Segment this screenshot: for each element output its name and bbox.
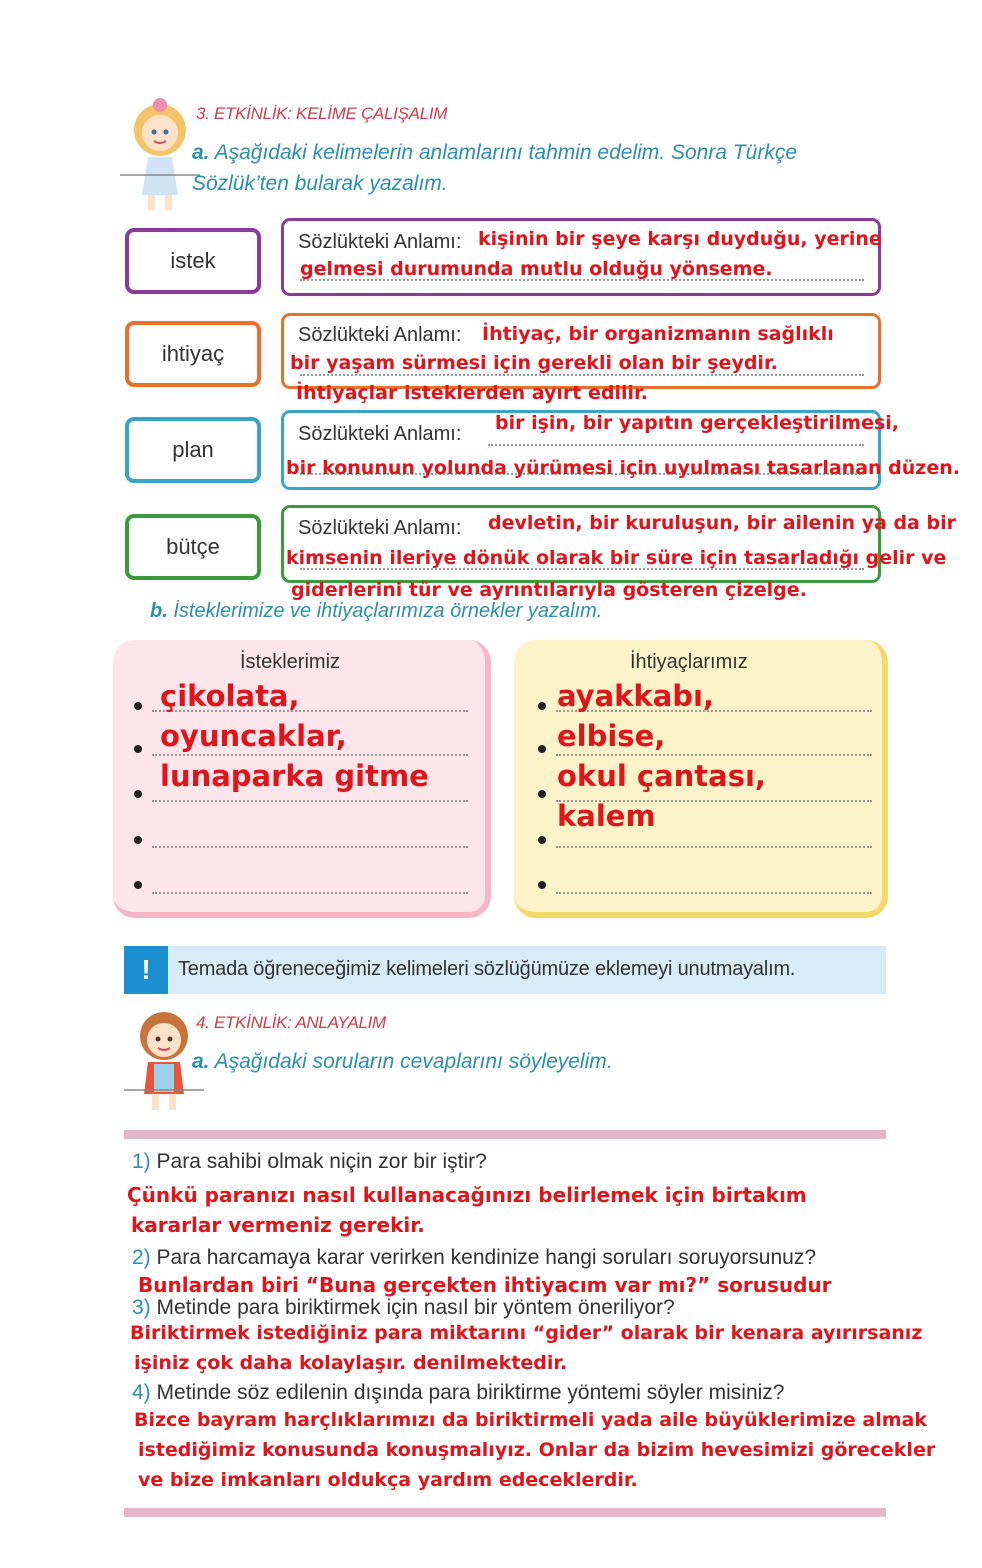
word-box-butce [125,514,261,580]
dotted-line [152,892,468,894]
need-item: elbise, [557,719,666,753]
definition-answer-line: kişinin bir şeye karşı duyduğu, yerine [478,228,882,250]
instruction-a-text: Aşağıdaki soruların cevaplarını söyleyelim. [214,1050,613,1073]
exclamation-mark: ! [141,954,151,985]
definition-label: Sözlükteki Anlamı: [298,324,462,346]
question-number: 3) [132,1296,151,1319]
question-text: Metinde söz edilenin dışında para biriktirme yöntemi söyler misiniz? [156,1381,785,1404]
definition-answer-line: bir yaşam sürmesi için gerekli olan bir şeydir. [290,352,778,374]
dotted-line [300,374,864,376]
word-box-istek [125,228,261,294]
part-a-letter: a. [192,141,210,164]
answer-line: işiniz çok daha kolaylaşır. denilmektedir. [134,1352,568,1374]
word-plan: plan [172,437,214,462]
dotted-line [556,754,872,756]
activity3-instruction-a [192,137,892,199]
need-item: ayakkabı, [557,679,715,713]
activity3-instruction-b [150,596,602,627]
wants-title: İsteklerimiz [240,651,341,673]
answer-line: Bizce bayram harçlıklarımızı da biriktirmeli yada aile büyüklerimize almak [134,1409,927,1431]
bullet [538,702,546,710]
question-text: Para harcamaya karar verirken kendinize hangi soruları soruyorsunuz? [156,1246,817,1269]
definition-answer-line: bir konunun yolunda yürümesi için uyulması tasarlanan düzen. [286,457,960,479]
dotted-line [152,846,468,848]
definition-answer-line: bir işin, bir yapıtın gerçekleştirilmesi, [495,412,900,434]
answer-line: ve bize imkanları oldukça yardım edeceklerdir. [138,1469,638,1491]
question-number: 4) [132,1381,151,1404]
dotted-line [152,754,468,756]
definition-label: Sözlükteki Anlamı: [298,231,462,253]
bullet [538,745,546,753]
answer-3 [130,1318,922,1378]
answer-4 [134,1405,935,1495]
dotted-line [556,892,872,894]
word-ihtiyac: ihtiyaç [161,341,225,366]
answer-1 [127,1180,807,1240]
question-text: Metinde para biriktirmek için nasıl bir yöntem öneriliyor? [156,1296,675,1319]
bullet [538,790,546,798]
definition-answer-line: giderlerini tür ve ayrıntılarıyla gösteren çizelge. [291,579,807,601]
answer-line: Bunlardan biri “Buna gerçekten ihtiyacım var mı?” sorusudur [138,1273,832,1297]
word-istek: istek [170,248,216,273]
want-item: lunaparka gitme [160,759,429,793]
bullet [538,836,546,844]
answer-line: Çünkü paranızı nasıl kullanacağınızı belirlemek için birtakım [127,1183,807,1207]
question-3 [132,1296,675,1320]
definition-answer-line: kimsenin ileriye dönük olarak bir süre için tasarladığı gelir ve [286,547,947,569]
want-item: oyuncaklar, [160,719,347,753]
answer-line: kararlar vermeniz gerekir. [131,1213,425,1237]
instruction-a-line1: Aşağıdaki kelimelerin anlamlarını tahmin edelim. Sonra Türkçe [214,141,797,164]
definition-label: Sözlükteki Anlamı: [298,423,462,445]
bullet [134,881,142,889]
definition-answer-line: gelmesi durumunda mutlu olduğu yönseme. [300,258,773,280]
part-b-letter: b. [150,600,168,622]
answer-line: istediğimiz konusunda konuşmalıyız. Onlar da bizim hevesimizi görecekler [138,1439,936,1461]
answer-line: Biriktirmek istediğiniz para miktarını “gider” olarak bir kenara ayırırsanız [130,1322,923,1344]
instruction-b-text: İsteklerimize ve ihtiyaçlarımıza örnekler yazalım. [173,600,603,622]
note-text: Temada öğreneceğimiz kelimeleri sözlüğümüze eklemeyi unutmayalım. [178,958,796,980]
bullet [134,790,142,798]
need-item: kalem [557,799,656,833]
question-4 [132,1381,784,1405]
word-box-ihtiyac [125,321,261,387]
activity4-instruction-a [192,1046,613,1077]
definition-answer-line: İhtiyaç, bir organizmanın sağlıklı [482,323,834,345]
want-item: çikolata, [160,679,300,713]
dotted-line [556,846,872,848]
definition-label: Sözlükteki Anlamı: [298,517,462,539]
bullet [134,702,142,710]
dotted-line [152,800,468,802]
part-a-letter: a. [192,1050,210,1073]
girl-illustration-1 [120,95,200,215]
word-butce: bütçe [166,534,220,559]
question-text: Para sahibi olmak niçin zor bir iştir? [156,1150,487,1173]
dotted-line [488,444,864,446]
activity4-heading: 4. ETKİNLİK: ANLAYALIM [196,1013,386,1032]
definition-answer-line: devletin, bir kuruluşun, bir ailenin ya da bir [488,512,956,534]
instruction-a-line2: Sözlük’ten bularak yazalım. [192,172,448,195]
activity3-heading: 3. ETKİNLİK: KELİME ÇALIŞALIM [196,104,448,123]
need-item: okul çantası, [557,759,766,793]
needs-title: İhtiyaçlarımız [630,651,748,673]
question-number: 1) [132,1150,151,1173]
word-box-plan [125,417,261,483]
bullet [134,745,142,753]
question-number: 2) [132,1246,151,1269]
question-1 [132,1150,487,1174]
question-2 [132,1246,816,1270]
definition-answer-line: İhtiyaçlar isteklerden ayırt edilir. [296,382,648,404]
divider-top [124,1130,886,1139]
divider-bottom [124,1508,886,1517]
exclamation-icon [124,946,168,994]
bullet [134,836,142,844]
bullet [538,881,546,889]
